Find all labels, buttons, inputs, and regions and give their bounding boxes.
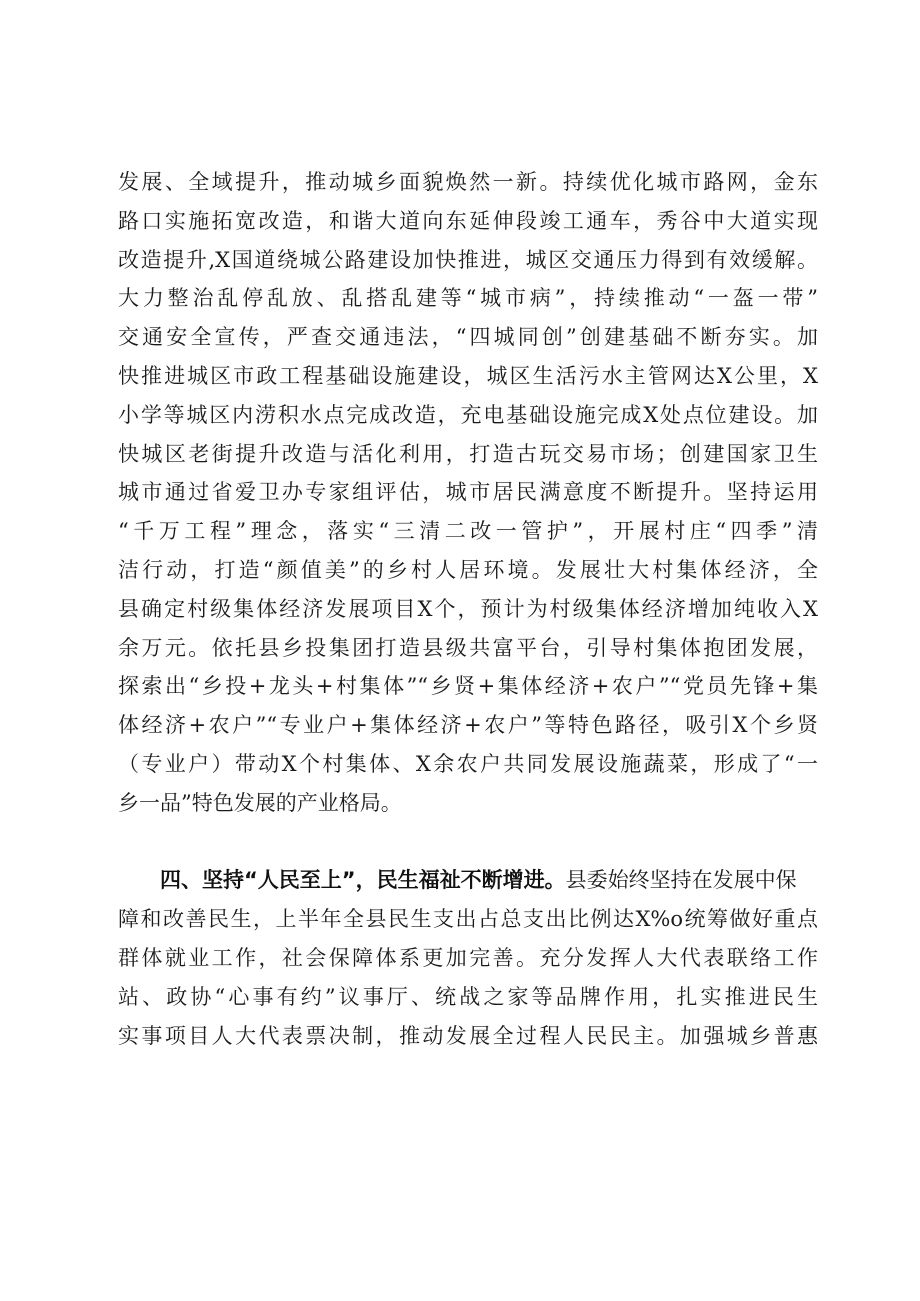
text-line: 发展、全域提升，推动城乡面貌焕然一新。持续优化城市路网，金东 (118, 170, 818, 194)
text-line: 县确定村级集体经济发展项目X个，预计为村级集体经济增加纯收入X (118, 596, 818, 621)
text-line: 群体就业工作，社会保障体系更加完善。充分发挥人大代表联络工作 (118, 945, 818, 970)
section-heading: 四、坚持“人民至上”，民生福祉不断增进。 (160, 868, 566, 893)
paragraph-spacer (118, 823, 818, 862)
text-line: 余万元。依托县乡投集团打造县级共富平台，引导村集体抱团发展， (118, 635, 818, 660)
text-line: 体经济+农户”“专业户+集体经济+农户”等特色路径，吸引X个乡贤 (118, 713, 818, 738)
text-line: “千万工程”理念，落实“三清二改一管护”，开展村庄“四季”清 (118, 519, 818, 544)
document-body (118, 163, 818, 1055)
text-line: 交通安全宣传，严查交通违法，“四城同创”创建基础不断夯实。加 (118, 325, 818, 350)
text-line: 快城区老街提升改造与活化利用，打造古玩交易市场；创建国家卫生 (118, 441, 818, 466)
paragraph-1 (118, 163, 818, 823)
text-line: 站、政协“心事有约”议事厅、统战之家等品牌作用，扎实推进民生 (118, 984, 818, 1009)
text-line: 障和改善民生，上半年全县民生支出占总支出比例达X%o统筹做好重点 (118, 907, 818, 932)
text-line: 实事项目人大代表票决制，推动发展全过程人民民主。加强城乡普惠 (118, 1023, 818, 1048)
text-line: 小学等城区内涝积水点完成改造，充电基础设施完成X处点位建设。加 (118, 402, 818, 427)
section-first-line (118, 861, 818, 900)
paragraph-2 (118, 861, 818, 1055)
text-line: 路口实施拓宽改造，和谐大道向东延伸段竣工通车，秀谷中大道实现 (118, 208, 818, 233)
text-line: 大力整治乱停乱放、乱搭乱建等“城市病”，持续推动“一盔一带” (118, 286, 818, 311)
text-line: 探索出“乡投+龙头+村集体”“乡贤+集体经济+农户”“党员先锋+集 (118, 674, 818, 699)
text-line: 改造提升,X国道绕城公路建设加快推进，城区交通压力得到有效缓解。 (118, 247, 818, 272)
text-line: （专业户）带动X个村集体、X余农户共同发展设施蔬菜，形成了“一 (118, 751, 818, 776)
text-line: 洁行动，打造“颜值美”的乡村人居环境。发展壮大村集体经济，全 (118, 557, 818, 582)
text-line-last: 乡一品”特色发展的产业格局。 (118, 790, 402, 815)
section-first-line-text: 县委始终坚持在发展中保 (565, 868, 797, 893)
text-line: 城市通过省爱卫办专家组评估，城市居民满意度不断提升。坚持运用 (118, 480, 818, 505)
text-line: 快推进城区市政工程基础设施建设，城区生活污水主管网达X公里，X (118, 363, 818, 388)
